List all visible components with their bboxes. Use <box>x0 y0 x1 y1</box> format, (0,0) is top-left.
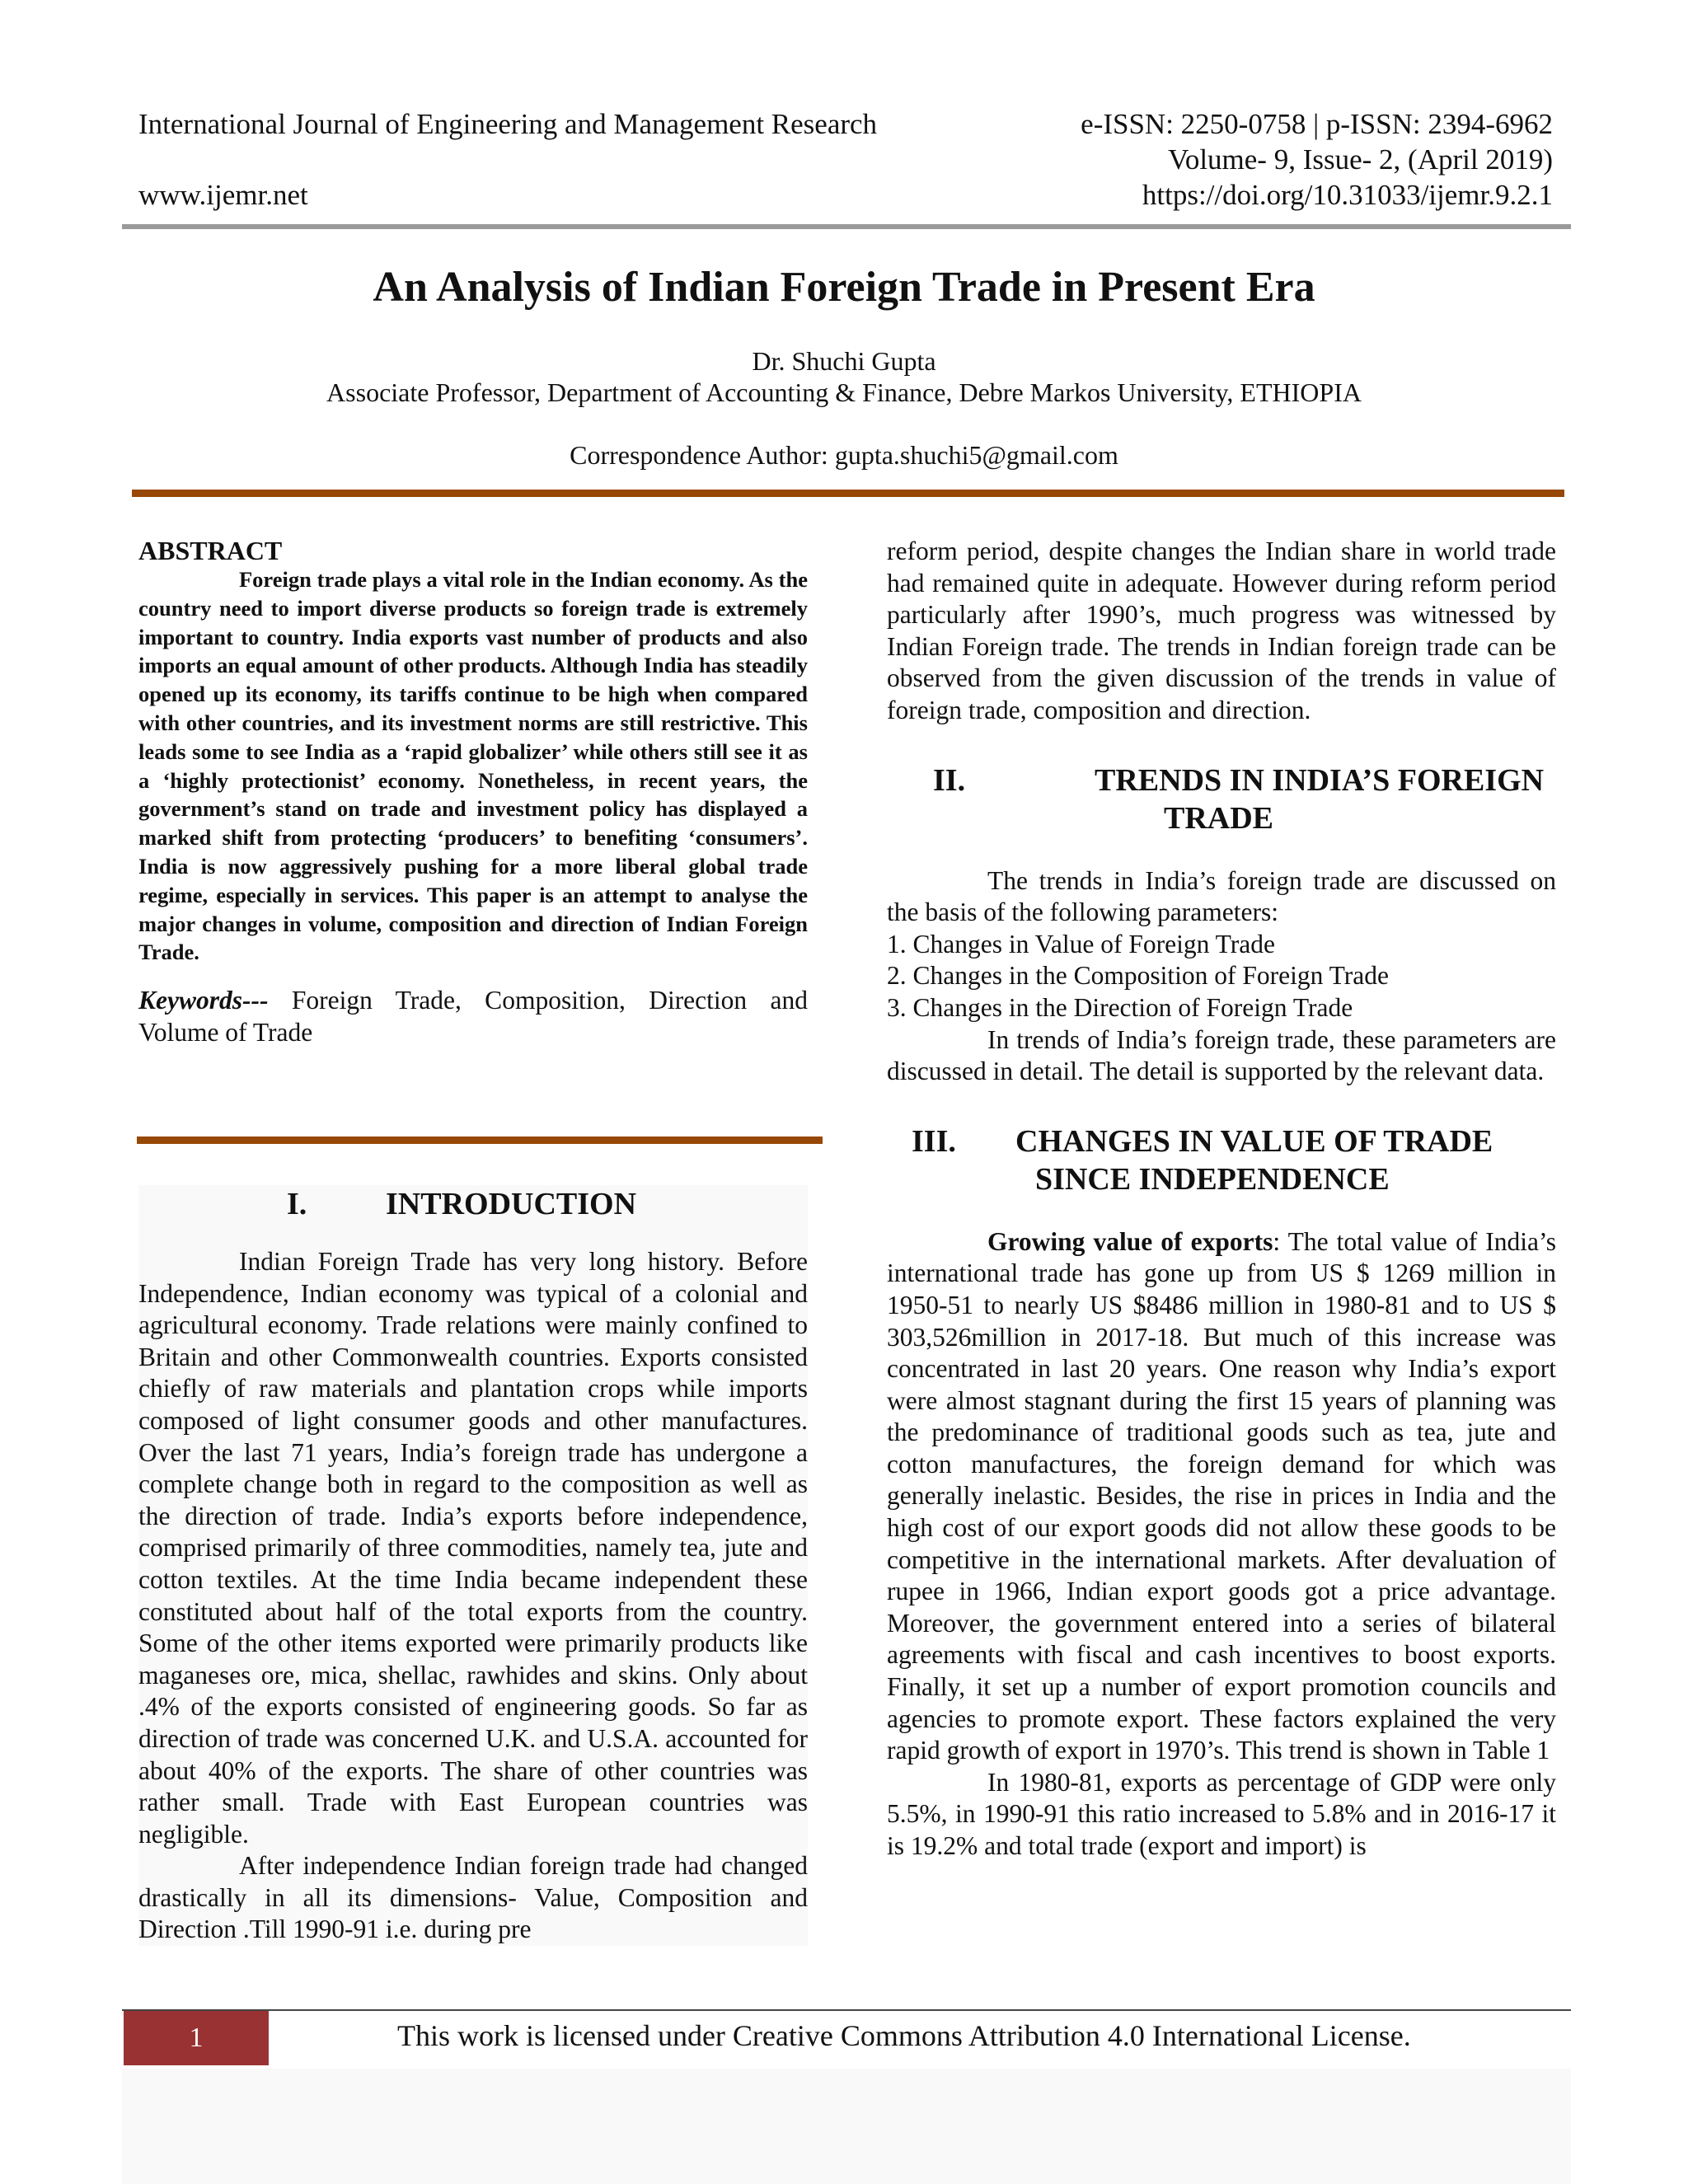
list-item: 2. Changes in the Composition of Foreign Trade <box>887 961 1389 991</box>
section-title: INTRODUCTION <box>386 1187 637 1221</box>
bottom-band <box>122 2069 1571 2184</box>
right-column <box>887 536 1556 1863</box>
section-title-line-1: TRENDS IN INDIA’S FOREIGN <box>1095 762 1545 798</box>
section-number: III. <box>912 1123 956 1159</box>
introduction-section <box>138 1185 808 1946</box>
list-item: 1. Changes in Value of Foreign Trade <box>887 929 1276 958</box>
intro-paragraph-2: After independence Indian foreign trade had changed drastically in all its dimensions- Value, Composition and Direction .Till 1990-91 i.e. during pre <box>138 1851 808 1944</box>
issn-line: e-ISSN: 2250-0758 | p-ISSN: 2394-6962 <box>1081 108 1553 140</box>
correspondence-line: Correspondence Author: gupta.shuchi5@gmail.com <box>570 440 1118 470</box>
footer-rule <box>122 2009 1571 2011</box>
value-paragraph-1-text: : The total value of India’s international trade has gone up from US $ 1269 million in 1950-51 to nearly US $8486 million in 1980-81 and to US $ 303,526million in 2017-18. But much of this increase was concentrated in last 20 years. One reason why India’s export were almost stagnant during the first 15 years of planning was the predominance of traditional goods such as tea, jute and cotton manufactures, the foreign demand for which was generally inelastic. Besides, the rise in prices in India and the high cost of our export goods did not allow these goods to be competitive in the international markets. After devaluation of rupee in 1966, Indian export goods got a price advantage. Moreover, the government entered into a series of bilateral agreements with fiscal and cash incentives to boost exports. Finally, it set up a number of export promotion councils and agencies to promote export. These factors explained the very rapid growth of export in 1970’s. This trend is shown in Table 1 <box>887 1226 1556 1765</box>
page-number: 1 <box>124 2011 269 2065</box>
abstract-rule <box>137 1137 823 1144</box>
left-column <box>138 536 808 1048</box>
author-name: Dr. Shuchi Gupta <box>752 346 936 376</box>
license-notice: This work is licensed under Creative Commons Attribution 4.0 International License. <box>397 2019 1411 2052</box>
abstract-text: Foreign trade plays a vital role in the Indian economy. As the country need to import diverse products so foreign trade is extremely important to country. India exports vast number of products and also imports an equal amount of other products. Although India has steadily opened up its economy, its tariffs continue to be high when compared with other countries, and its investment norms are still restrictive. This leads some to see India as a ‘rapid globalizer’ while others still see it as a ‘highly protectionist’ economy. Nonetheless, in recent years, the government’s stand on trade and investment policy has displayed a marked shift from protecting ‘producers’ to benefiting ‘consumers’. India is now aggressively pushing for a more liberal global trade regime, especially in services. This paper is an attempt to analyse the major changes in volume, composition and direction of Indian Foreign Trade. <box>138 567 808 965</box>
trends-intro: The trends in India’s foreign trade are discussed on the basis of the following parameters: <box>887 865 1556 927</box>
section-title-line-2: SINCE INDEPENDENCE <box>1035 1161 1390 1197</box>
section-title-line-1: CHANGES IN VALUE OF TRADE <box>1015 1123 1493 1159</box>
title-rule <box>132 490 1564 497</box>
paper-title: An Analysis of Indian Foreign Trade in Present Era <box>373 264 1315 311</box>
keywords-text: Foreign Trade, Composition, Direction and Volume of Trade <box>138 986 808 1047</box>
value-paragraph-2: In 1980-81, exports as percentage of GDP were only 5.5%, in 1990-91 this ratio increased to 5.8% and in 2016-17 it is 19.2% and total trade (export and import) is <box>887 1767 1556 1860</box>
keywords-label: Keywords--- <box>138 986 269 1015</box>
journal-name: International Journal of Engineering and Management Research <box>138 108 878 140</box>
value-paragraph-1 <box>887 1226 1556 1767</box>
trends-outro: In trends of India’s foreign trade, these parameters are discussed in detail. The detail is supported by the relevant data. <box>887 1024 1556 1086</box>
abstract-heading: ABSTRACT <box>138 536 283 565</box>
keywords-line <box>138 985 808 1048</box>
intro-paragraph-1: Indian Foreign Trade has very long history. Before Independence, Indian economy was typical of a colonial and agricultural economy. Trade relations were mainly confined to Britain and other Commonwealth countries. Exports consisted chiefly of raw materials and plantation crops while imports composed of light consumer goods and other manufactures. Over the last 71 years, India’s foreign trade has undergone a complete change both in regard to the composition as well as the direction of trade. India’s exports before independence, comprised primarily of three commodities, namely tea, jute and cotton textiles. At the time India became independent these constituted about half of the total exports from the country. Some of the other items exported were primarily products like maganeses ore, mica, shellac, rawhides and skins. Only about .4% of the exports consisted of engineering goods. So far as direction of trade was concerned U.K. and U.S.A. accounted for about 40% of the exports. The share of other countries was rather small. Trade with East European countries was negligible. <box>138 1247 808 1849</box>
reform-paragraph: reform period, despite changes the Indian share in world trade had remained quite in adequate. However during reform period particularly after 1990’s, much progress was witnessed by Indian Foreign trade. The trends in Indian foreign trade can be observed from the given discussion of the trends in value of foreign trade, composition and direction. <box>887 537 1556 724</box>
section-number: II. <box>933 762 966 798</box>
author-affiliation: Associate Professor, Department of Accounting & Finance, Debre Markos University, ETHIOPIA <box>326 377 1362 407</box>
introduction-heading <box>138 1185 808 1223</box>
journal-website[interactable]: www.ijemr.net <box>138 179 308 211</box>
doi-link[interactable]: https://doi.org/10.31033/ijemr.9.2.1 <box>1142 179 1553 211</box>
value-heading <box>887 1122 1556 1198</box>
lead-bold: Growing value of exports <box>987 1226 1273 1256</box>
section-title-line-2: TRADE <box>1164 800 1274 836</box>
trends-heading <box>887 762 1556 837</box>
list-item: 3. Changes in the Direction of Foreign Trade <box>887 992 1353 1022</box>
section-number: I. <box>287 1187 307 1221</box>
header-rule <box>122 224 1571 229</box>
volume-line: Volume- 9, Issue- 2, (April 2019) <box>1168 143 1553 176</box>
